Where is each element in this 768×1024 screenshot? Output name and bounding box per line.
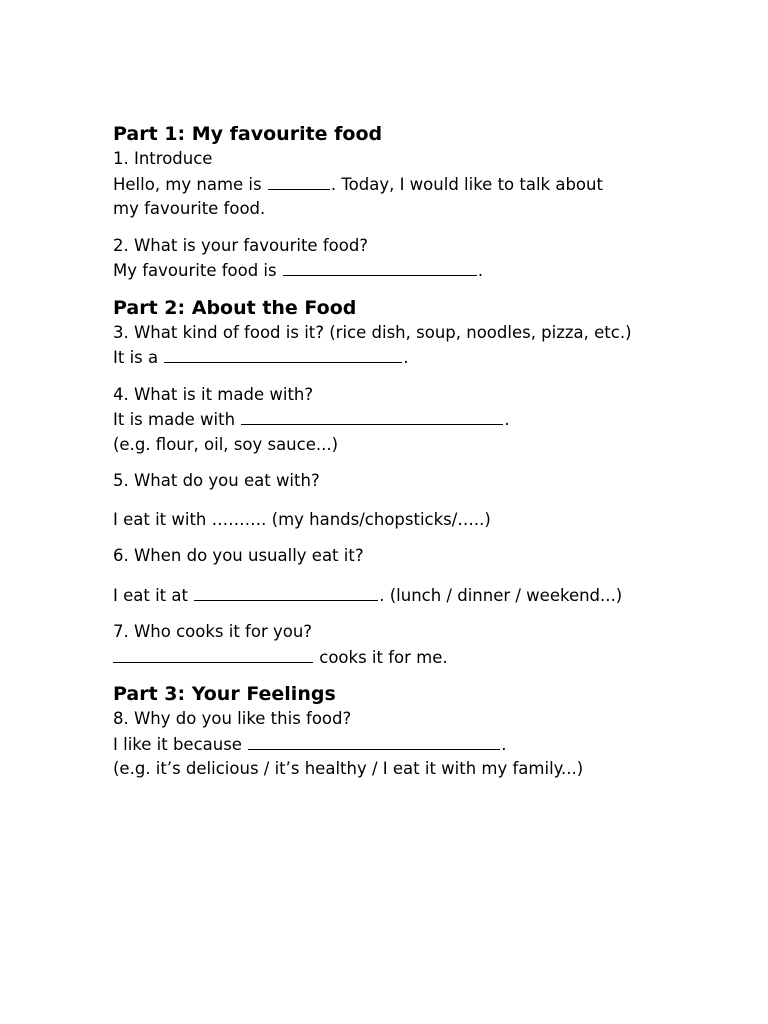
q6-answer-line [113,583,673,609]
q6-answer-prefix: I eat it at [113,585,188,605]
food-kind-blank[interactable] [164,345,402,363]
ingredients-blank[interactable] [241,407,503,425]
q8-hint: (e.g. it’s delicious / it’s healthy / I eat it with my family...) [113,759,584,778]
q8-question: 8. Why do you like this food? [113,709,352,728]
q7-question: 7. Who cooks it for you? [113,622,313,641]
q5-answer: I eat it with ………. (my hands/chopsticks/…..) [113,509,491,529]
q1-answer-suffix: . Today, I would like to talk about [330,174,603,194]
q1-question: 1. Introduce [113,149,213,168]
q6-answer-suffix: . (lunch / dinner / weekend...) [379,585,623,605]
q8-answer-prefix: I like it because [113,734,242,754]
q1-answer-prefix: Hello, my name is [113,174,262,194]
q1-answer-continued: my favourite food. [113,199,266,218]
part3-heading: Part 3: Your Feelings [113,683,336,705]
q7-answer-line [113,645,673,671]
time-blank[interactable] [194,583,378,601]
name-blank[interactable] [268,172,330,190]
q7-answer-suffix: cooks it for me. [319,647,448,667]
q2-answer-suffix: . [477,261,484,280]
q1-answer-line [113,172,673,198]
q4-answer-prefix: It is made with [113,410,236,429]
q6-question: 6. When do you usually eat it? [113,546,364,565]
q3-answer-line [113,345,673,371]
q4-question: 4. What is it made with? [113,384,314,404]
q4-answer-suffix: . [504,410,510,429]
q3-answer-prefix: It is a [113,348,159,367]
q2-answer-line [113,258,673,284]
worksheet [113,121,673,782]
q2-question: 2. What is your favourite food? [113,235,369,255]
cook-blank[interactable] [113,645,313,663]
part1-heading: Part 1: My favourite food [113,123,383,145]
favourite-food-blank[interactable] [283,258,477,276]
q5-question: 5. What do you eat with? [113,471,320,490]
reason-blank[interactable] [248,732,500,750]
q2-answer-prefix: My favourite food is [113,261,277,280]
q8-answer-suffix: . [501,734,507,754]
part2-heading: Part 2: About the Food [113,296,357,319]
q4-hint: (e.g. flour, oil, soy sauce...) [113,434,339,454]
q8-answer-line [113,732,673,758]
q3-answer-suffix: . [403,348,409,367]
q4-answer-line [113,407,673,433]
q3-question: 3. What kind of food is it? (rice dish, soup, noodles, pizza, etc.) [113,322,632,342]
